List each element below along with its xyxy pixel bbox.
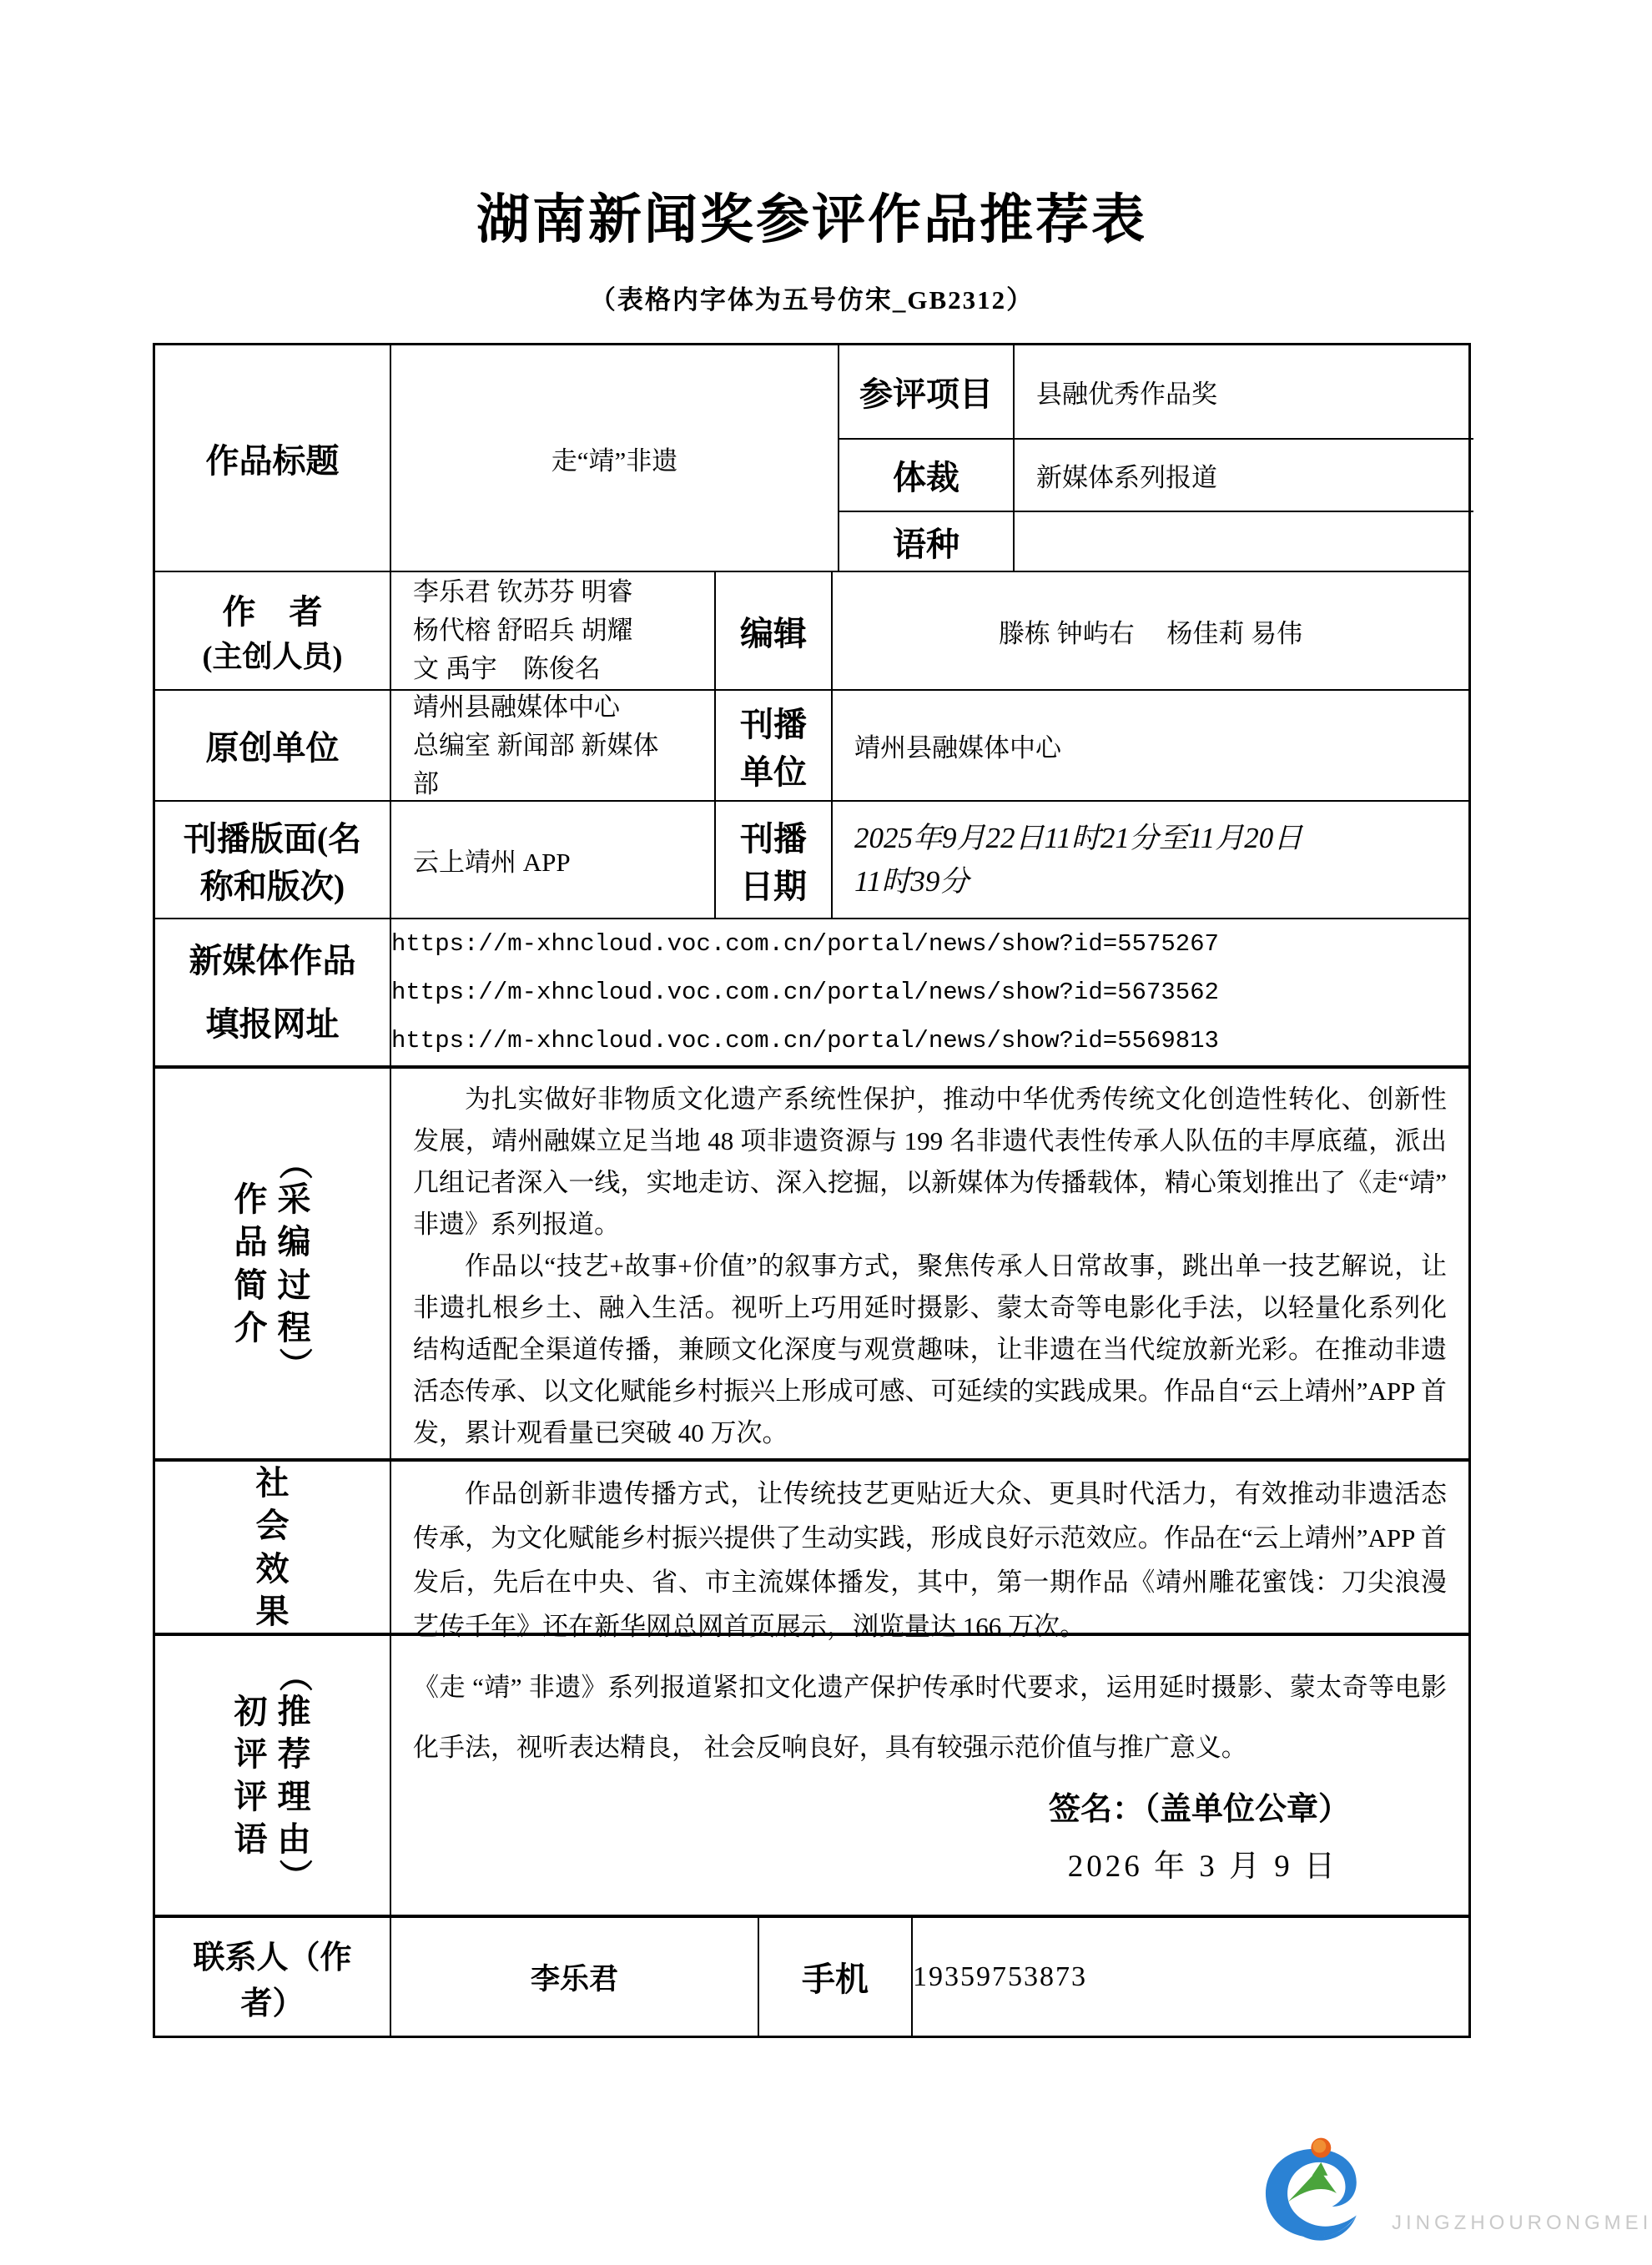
phone-value: 19359753873 (913, 1960, 1087, 1992)
media-url-3: https://m-xhncloud.voc.com.cn/portal/news/show?id=5569813 (391, 1026, 1219, 1054)
work-title-label: 作品标题 (155, 345, 391, 571)
media-url-list (391, 919, 1219, 1065)
publish-unit-value: 靖州县融媒体中心 (854, 733, 1061, 763)
row-work-summary (155, 1069, 1468, 1462)
genre-value: 新媒体系列报道 (1036, 463, 1217, 492)
contact-name: 李乐君 (391, 1918, 759, 2036)
entry-item-value: 县融优秀作品奖 (1036, 380, 1217, 409)
review-comment-content (391, 1636, 1468, 1915)
editor-label: 编辑 (716, 572, 833, 689)
layout-label: 刊播版面(名 称和版次) (155, 802, 391, 918)
review-comment-label-group (155, 1660, 390, 1891)
media-url-2: https://m-xhncloud.voc.com.cn/portal/news/show?id=5673562 (391, 978, 1219, 1006)
author-value: 李乐君 钦苏芬 明睿 杨代榕 舒昭兵 胡耀 文 禹宇 陈俊名 (391, 572, 716, 689)
page-subtitle: （表格内字体为五号仿宋_GB2312） (589, 285, 1035, 315)
review-comment-label-main: 初 评 评 语 (234, 1692, 268, 1859)
origin-unit-label: 原创单位 (155, 691, 391, 800)
media-url-1: https://m-xhncloud.voc.com.cn/portal/news/show?id=5575267 (391, 929, 1219, 958)
rongmei-logo-icon (1250, 2129, 1383, 2255)
work-summary-label (155, 1069, 391, 1458)
editor-value: 滕栋 钟屿右 杨佳莉 易伟 (998, 618, 1303, 648)
language-subrow (839, 512, 1473, 571)
work-summary-label-main: 作 品 简 介 (234, 1180, 268, 1346)
author-label (155, 572, 391, 689)
work-summary-label-paren: （ 采 编 过 程 ） (275, 1146, 314, 1381)
genre-label: 体裁 (839, 440, 1015, 511)
row-contact (155, 1918, 1468, 2036)
author-label-main: 作 者 (222, 593, 323, 631)
review-comment-label-cell (155, 1636, 391, 1915)
row1-right-group (839, 345, 1473, 571)
row-origin-unit (155, 691, 1468, 802)
work-summary-para2: 作品以“技艺+故事+价值”的叙事方式，聚焦传承人日常故事，跳出单一技艺解说，让非遗扎根乡土、融入生活。视听上巧用延时摄影、蒙太奇等电影化手法，以轻量化系列化结构适配全渠道传播，兼顾文化深度与观赏趣味，让非遗在当代绽放新光彩。在推动非遗活态传承、以文化赋能乡村振兴上形成可感、可延续的实践成果。作品自“云上靖州”APP 首发，累计观看量已突破 40 万次。 (413, 1251, 1447, 1447)
row-publish-layout (155, 802, 1468, 919)
author-label-sub: (主创人员) (202, 640, 343, 673)
row-media-urls (155, 919, 1468, 1069)
entry-item-subrow (839, 345, 1473, 440)
social-effect-label-cell (155, 1462, 391, 1633)
row-social-effect (155, 1462, 1468, 1641)
row-work-title (155, 345, 1468, 572)
social-effect-label-group (155, 1462, 390, 1633)
work-title-value: 走“靖”非遗 (391, 345, 839, 571)
social-effect-text (391, 1462, 1468, 1641)
work-summary-label-group (155, 1148, 390, 1379)
review-comment-para: 《走 “靖” 非遗》系列报道紧扣文化遗产保护传承时代要求，运用延时摄影、蒙太奇等电影化手法，视听表达精良， 社会反响良好，具有较强示范价值与推广意义。 (413, 1673, 1447, 1762)
social-effect-label: 社 会 效 果 (255, 1464, 290, 1630)
work-summary-para1: 为扎实做好非物质文化遗产系统性保护，推动中华优秀传统文化创造性转化、创新性发展，靖州融媒立足当地 48 项非遗资源与 199 名非遗代表性传承人队伍的丰厚底蕴，派出几组记者深入一线，实地走访、深入挖掘，以新媒体为传播载体，精心策划推出了《走“靖”非遗》系列报道。 (413, 1085, 1447, 1239)
jingzhou-rongmei-logo (1250, 2129, 1652, 2255)
work-summary-text (391, 1069, 1468, 1458)
entry-item-label: 参评项目 (839, 345, 1015, 438)
logo-wordmark: JINGZHOURONGMEI (1392, 2212, 1652, 2234)
language-value (1015, 512, 1473, 571)
social-effect-para: 作品创新非遗传播方式，让传统技艺更贴近大众、更具时代活力，有效推动非遗活态传承，为文化赋能乡村振兴提供了生动实践，形成良好示范效应。作品在“云上靖州”APP 首发后，先后在中央、省、市主流媒体播发，其中，第一期作品《靖州雕花蜜饯：刀尖浪漫 艺传千年》还在新华网总网首页展示，浏览量达 166 万次。 (413, 1479, 1447, 1641)
recommendation-form-table (153, 343, 1471, 2038)
origin-unit-value: 靖州县融媒体中心 总编室 新闻部 新媒体 部 (391, 691, 716, 800)
media-url-label: 新媒体作品 填报网址 (155, 919, 391, 1065)
publish-date-value: 2025年9月22日11时21分至11月20日 11时39分 (854, 821, 1303, 898)
genre-subrow (839, 440, 1473, 512)
language-label: 语种 (839, 512, 1015, 571)
layout-value: 云上靖州 APP (391, 802, 716, 918)
publish-date-label: 刊播 日期 (716, 802, 833, 918)
form-wrapper (153, 0, 1471, 2038)
row-authors (155, 572, 1468, 691)
page-title: 湖南新闻奖参评作品推荐表 (476, 190, 1147, 249)
review-comment-label-paren: （ 推 荐 理 由 ） (275, 1658, 314, 1893)
row-review-comment (155, 1636, 1468, 1918)
signature-line: 签名：（盖单位公章） (1048, 1792, 1350, 1827)
phone-label: 手机 (759, 1918, 913, 2036)
publish-unit-label: 刊播 单位 (716, 691, 833, 800)
contact-label: 联系人（作 者） (155, 1918, 391, 2036)
signature-date: 2026 年 3 月 9 日 (1067, 1850, 1338, 1884)
